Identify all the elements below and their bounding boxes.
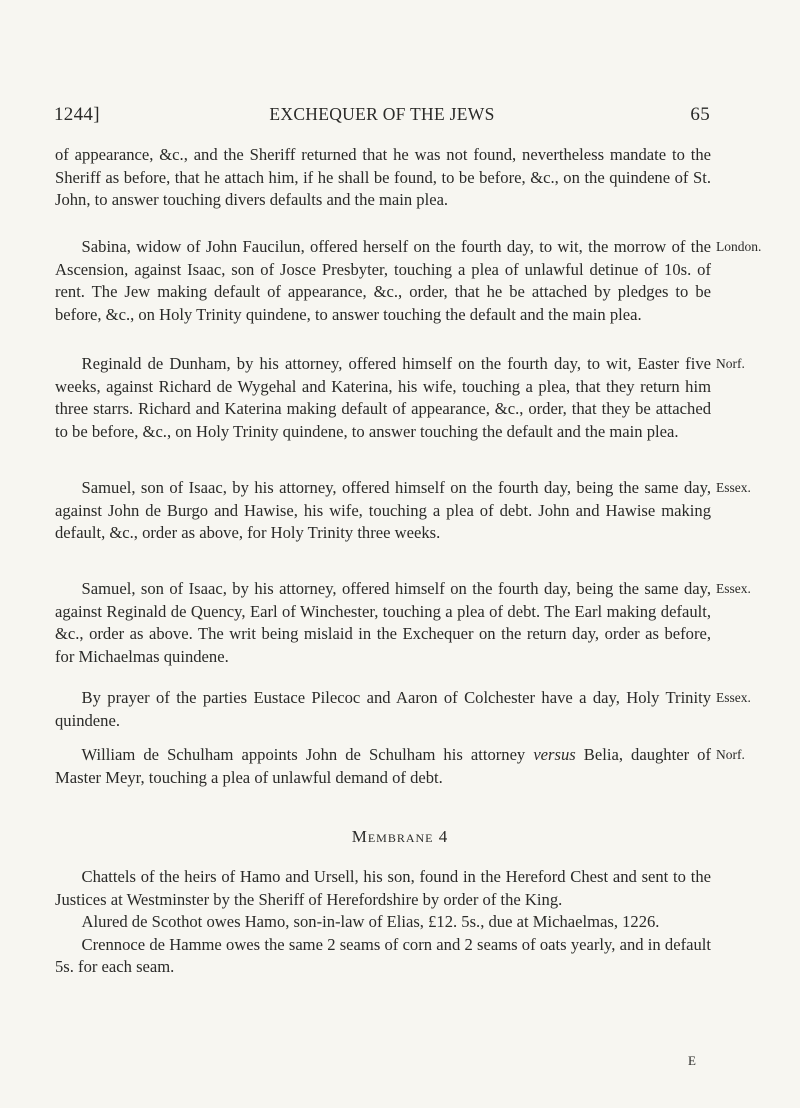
- signature-mark: E: [688, 1053, 696, 1068]
- margin-note: Essex.: [716, 690, 751, 705]
- header-year: 1244]: [54, 104, 100, 125]
- membrane-entries: [55, 866, 711, 979]
- margin-note: Norf.: [716, 747, 745, 762]
- header-title: EXCHEQUER OF THE JEWS: [269, 104, 495, 124]
- header-page-number: 65: [690, 104, 710, 125]
- membrane-entry: Alured de Scothot owes Hamo, son-in-law of Elias, £12. 5s., due at Michaelmas, 1226.: [81, 912, 660, 932]
- entry-text: Samuel, son of Isaac, by his attorney, offered himself on the fourth day, being the same day, against John de Burgo and Hawise, his wife, touching a plea of debt. John and Hawise making default, &c., order as above, for Holy Trinity three weeks.: [55, 478, 711, 543]
- margin-note: Norf.: [716, 356, 745, 371]
- entry-text-italic: versus: [533, 745, 576, 764]
- margin-note: Essex.: [716, 480, 751, 495]
- membrane-heading: Membrane 4: [351, 827, 449, 846]
- entry-london: [55, 236, 711, 326]
- entry-essex-1: [55, 477, 711, 545]
- entry-text: Samuel, son of Isaac, by his attorney, offered himself on the fourth day, being the same day, against Reginald de Quency, Earl of Winchester, touching a plea of debt. The Earl making default, &c., order as above. The writ being mislaid in the Exchequer on the return day, order as before, for Michaelmas quindene.: [55, 579, 711, 666]
- entry-essex-2: [55, 578, 711, 668]
- entry-norf-2: [55, 744, 711, 789]
- membrane-entry: Crennoce de Hamme owes the same 2 seams of corn and 2 seams of oats yearly, and in default 5s. for each seam.: [55, 934, 711, 977]
- entry-text: Belia, daughter of Master Meyr, touching a plea of unlawful demand of debt.: [55, 745, 711, 787]
- margin-note: Essex.: [716, 581, 751, 596]
- entry-norf: [55, 353, 711, 443]
- entry-text: Reginald de Dunham, by his attorney, offered himself on the fourth day, to wit, Easter five weeks, against Richard de Wygehal and Katerina, his wife, touching a plea, that they return him three starrs. Richard and Katerina making default of appearance, &c., order, that they be attached to be before, &c., on Holy Trinity quindene, to answer touching the default and the main plea.: [55, 354, 711, 441]
- entry-text: By prayer of the parties Eustace Pilecoc and Aaron of Colchester have a day, Holy Trinity quindene.: [55, 688, 711, 730]
- margin-note: London.: [716, 239, 762, 254]
- entry-text: William de Schulham appoints John de Schulham his attorney: [81, 745, 534, 764]
- entry-continuation: [55, 144, 711, 212]
- entry-text: Sabina, widow of John Faucilun, offered herself on the fourth day, to wit, the morrow of the Ascension, against Isaac, son of Josce Presbyter, touching a plea of unlawful detinue of 10s. of rent. The Jew making default of appearance, &c., order, that he be attached by pledges to be before, &c., on Holy Trinity quindene, to answer touching the default and the main plea.: [55, 237, 711, 324]
- entry-text-wrap: [55, 744, 711, 789]
- entry-text: of appearance, &c., and the Sheriff returned that he was not found, nevertheless mandate to the Sheriff as before, that he attach him, if he shall be found, to be before, &c., on the quindene of St. John, to answer touching divers defaults and the main plea.: [55, 145, 711, 210]
- entry-essex-3: [55, 687, 711, 732]
- membrane-entry: Chattels of the heirs of Hamo and Ursell, his son, found in the Hereford Chest and sent to the Justices at Westminster by the Sheriff of Herefordshire by order of the King.: [55, 867, 711, 909]
